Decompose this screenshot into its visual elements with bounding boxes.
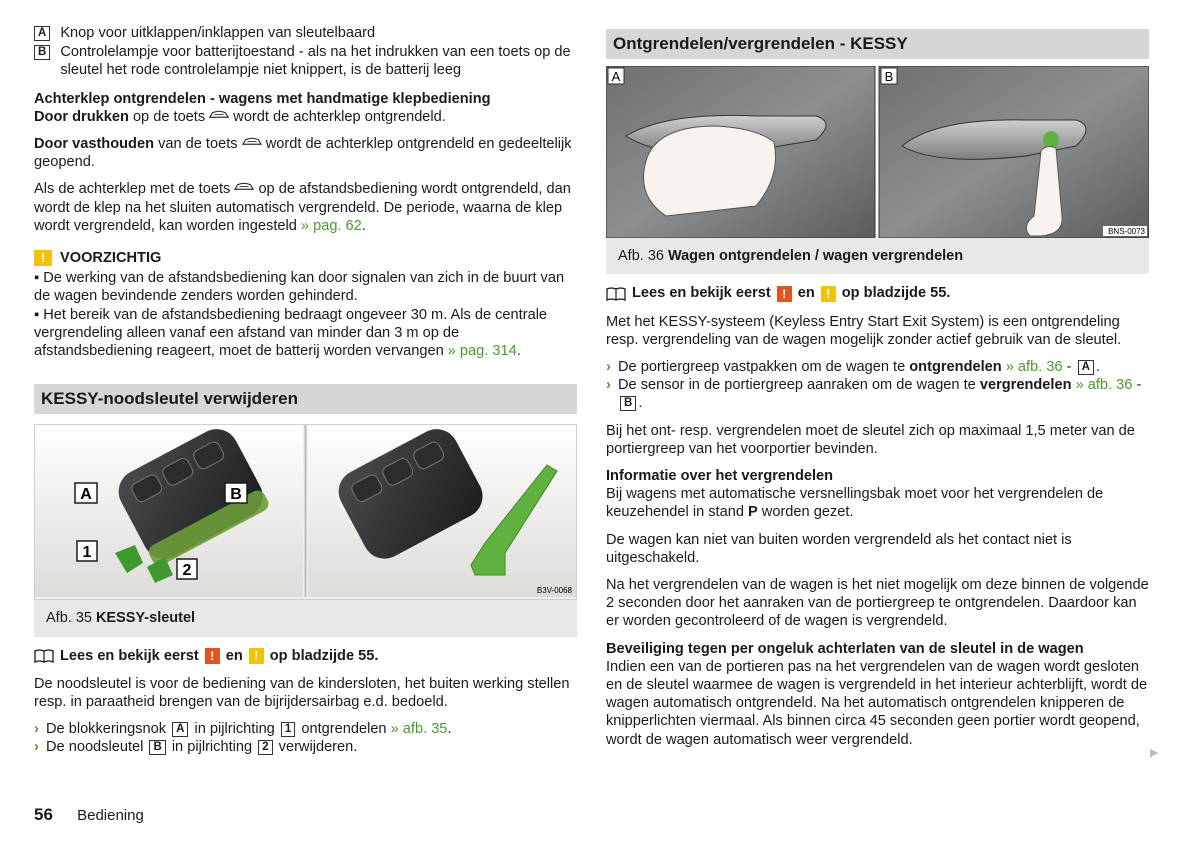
- subheading: Informatie over het vergrendelen: [606, 468, 834, 485]
- step-2: › De sensor in de portiergreep aanraken om de wagen te vergrendelen » afb. 36 - B .: [606, 377, 1142, 412]
- warning-icon: !: [34, 250, 52, 266]
- paragraph: Met het KESSY-systeem (Keyless Entry Start Exit System) is een ontgrendeling resp. vergrendeling van de wagen mogelijk zonder actief gebruik van de sleutel.: [606, 313, 1122, 348]
- warning-icon: !: [821, 286, 836, 302]
- callout-2: 2: [182, 562, 192, 580]
- warning-title: VOORZICHTIG: [60, 250, 162, 267]
- footer-section: Bediening: [77, 807, 144, 824]
- next-page-arrow-icon[interactable]: ▶: [1150, 747, 1159, 759]
- callout-a: A: [80, 486, 92, 504]
- figure-link[interactable]: » afb. 36: [1075, 377, 1133, 394]
- figure-caption: Afb. 35 KESSY-sleutel: [34, 600, 577, 636]
- section-title: Ontgrendelen/vergrendelen - KESSY: [606, 29, 1149, 59]
- figure-caption: Afb. 36 Wagen ontgrendelen / wagen vergrendelen: [606, 238, 1149, 274]
- paragraph: Bij wagens met automatische versnellingsbak moet voor het vergrendelen de keuzehendel in stand P worden gezet.: [606, 486, 1104, 521]
- step-1: › De portiergreep vastpakken om de wagen te ontgrendelen » afb. 36 - A .: [606, 359, 1100, 376]
- book-icon: [606, 287, 626, 301]
- figure-link[interactable]: » afb. 36: [1005, 359, 1063, 376]
- door-handle-illustration: [606, 66, 1149, 238]
- warning-icon: !: [249, 648, 264, 664]
- page-footer: [34, 805, 144, 825]
- read-first-note: Lees en bekijk eerst ! en ! op bladzijde 55.: [606, 284, 1149, 302]
- trunk-icon: [242, 135, 262, 148]
- legend-item-a: [34, 24, 577, 42]
- paragraph: De noodsleutel is voor de bediening van de kindersloten, het buiten werking stellen resp. in paraatheid brengen van de bijrijdersairbag e.d. bedoeld.: [34, 675, 570, 711]
- heading-achterklep: Achterklep ontgrendelen - wagens met handmatige klepbediening: [34, 90, 491, 107]
- paragraph: De wagen kan niet van buiten worden vergrendeld als het contact niet is uitgeschakeld.: [606, 531, 1072, 566]
- paragraph: Na het vergrendelen van de wagen is het niet mogelijk om deze binnen de volgende 2 seconden door het aanraken van de portiergreep te ontgrendelen. Daardoor kan er worden gecontroleerd of de wagen is vergrendeld.: [606, 577, 1149, 630]
- left-column: [34, 24, 577, 757]
- right-column: [606, 29, 1149, 758]
- paragraph: Als de achterklep met de toets op de afstandsbediening wordt ontgrendeld, dan wordt de klep na het sluiten automatisch vergrendeld. De periode, waarna de klep wordt vergrendeld, kan worden ingesteld » pag. 62.: [34, 181, 571, 234]
- section-title: KESSY-noodsleutel verwijderen: [34, 384, 577, 414]
- chevron-right-icon: ›: [606, 359, 611, 376]
- figure-link[interactable]: » afb. 35: [390, 721, 448, 738]
- callout-1: 1: [82, 544, 92, 562]
- page-link[interactable]: » pag. 314: [447, 343, 517, 360]
- trunk-icon: [209, 108, 229, 121]
- warning-item: ▪ De werking van de afstandsbediening kan door signalen van zich in de buurt van de wagen bevindende zenders worden gehinderd.: [34, 270, 565, 305]
- subheading: Beveiliging tegen per ongeluk achterlaten van de sleutel in de wagen: [606, 640, 1084, 657]
- figure-code: B3V-0068: [536, 586, 572, 596]
- paragraph: Bij het ont- resp. vergrendelen moet de sleutel zich op maximaal 1,5 meter van de portiergreep van het voorportier bevinden.: [606, 422, 1135, 457]
- step-1: › De blokkeringsnok A in pijlrichting 1 ontgrendelen » afb. 35.: [34, 721, 452, 738]
- figure-36: [606, 66, 1149, 238]
- panel-label-a: A: [611, 69, 621, 85]
- trunk-icon: [234, 180, 254, 193]
- legend-text: Controlelampje voor batterijtoestand - als na het indrukken van een toets op de sleutel het rode controlelampje niet knippert, is de batterij leeg: [60, 44, 571, 79]
- label-key: A: [34, 26, 50, 41]
- danger-icon: !: [205, 648, 220, 664]
- figure-35: [34, 424, 577, 600]
- warning-item: ▪ Het bereik van de afstandsbediening bedraagt ongeveer 30 m. Als de centrale vergrendeling alleen vanaf een afstand van minder dan 3 m op de afstandsbediening reageert, moet de batterij worden vervangen » pag. 314.: [34, 306, 548, 360]
- figure-code: BNS-0073: [1108, 227, 1145, 237]
- step-2: › De noodsleutel B in pijlrichting 2 verwijderen.: [34, 739, 358, 756]
- warning-header: [34, 249, 577, 267]
- read-first-note: Lees en bekijk eerst ! en ! op bladzijde 55.: [34, 647, 577, 665]
- book-icon: [34, 649, 54, 663]
- danger-icon: !: [777, 286, 792, 302]
- label-key: B: [34, 45, 50, 60]
- legend-item-b: [34, 43, 577, 79]
- chevron-right-icon: ›: [34, 739, 39, 756]
- page-link[interactable]: » pag. 62: [300, 217, 362, 234]
- callout-b: B: [230, 486, 242, 504]
- page-number: 56: [34, 805, 53, 824]
- chevron-right-icon: ›: [606, 377, 611, 394]
- legend-text: Knop voor uitklappen/inklappen van sleutelbaard: [60, 25, 376, 41]
- kessy-key-illustration: [35, 425, 576, 597]
- chevron-right-icon: ›: [34, 721, 39, 738]
- paragraph: Indien een van de portieren pas na het vergrendelen van de wagen wordt gesloten en de sleutel waarmee de wagen is vergrendeld in het interieur achterblijft, wordt de wagen automatisch ontgrendeld. Na het automatisch ontgrendelen knipperen de knipperlichten viermaal. Als binnen circa 45 seconden geen portier wordt geopend, wordt de wagen automatisch weer vergrendeld.: [606, 658, 1148, 748]
- paragraph: Door drukken op de toets wordt de achterklep ontgrendeld.: [34, 108, 446, 125]
- panel-label-b: B: [884, 69, 894, 85]
- paragraph: Door vasthouden van de toets wordt de achterklep ontgrendeld en gedeeltelijk geopend.: [34, 136, 572, 171]
